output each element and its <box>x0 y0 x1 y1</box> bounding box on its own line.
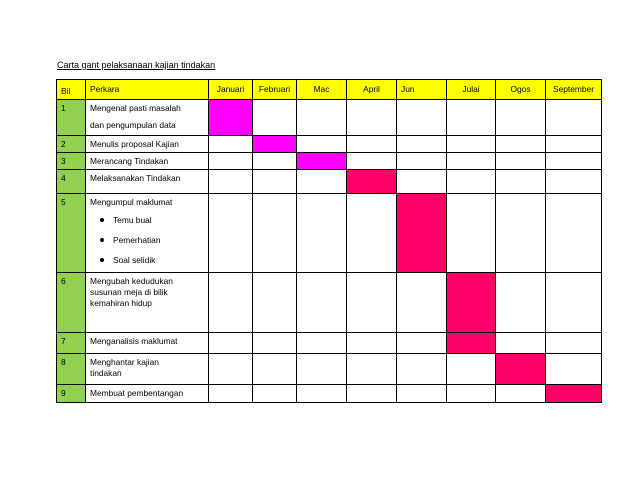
header-month: Ogos <box>496 80 546 100</box>
month-cell <box>253 170 297 194</box>
task-text: tindakan <box>90 368 122 378</box>
month-cell <box>397 273 447 333</box>
header-month: Julai <box>447 80 496 100</box>
task-text: Merancang Tindakan <box>90 156 169 166</box>
month-cell <box>297 354 347 385</box>
gantt-table <box>56 79 602 403</box>
month-cell <box>496 385 546 403</box>
month-cell <box>253 100 297 136</box>
month-cell <box>347 194 397 273</box>
gantt-bar <box>297 153 347 170</box>
month-cell <box>253 153 297 170</box>
header-month: September <box>546 80 602 100</box>
month-cell <box>297 194 347 273</box>
month-cell <box>397 153 447 170</box>
bullet-icon <box>100 218 104 222</box>
task-text: Melaksanakan Tindakan <box>90 173 181 183</box>
month-cell <box>209 170 253 194</box>
gantt-bar <box>209 100 253 136</box>
bullet-text: Soal selidik <box>113 254 156 265</box>
month-cell <box>447 385 496 403</box>
month-cell <box>447 354 496 385</box>
month-cell <box>546 170 602 194</box>
month-cell <box>347 354 397 385</box>
month-cell <box>496 333 546 354</box>
month-cell <box>447 194 496 273</box>
bullet-list <box>90 210 204 270</box>
month-cell <box>297 333 347 354</box>
table-row <box>57 333 602 354</box>
month-cell <box>546 100 602 136</box>
month-cell <box>209 354 253 385</box>
row-number: 9 <box>57 385 86 403</box>
list-item <box>100 210 204 230</box>
month-cell <box>397 170 447 194</box>
month-cell <box>297 100 347 136</box>
month-cell <box>496 153 546 170</box>
task-cell <box>86 153 209 170</box>
header-month: Februari <box>253 80 297 100</box>
row-number: 1 <box>57 100 86 136</box>
task-cell <box>86 100 209 136</box>
month-cell <box>297 170 347 194</box>
month-cell <box>297 385 347 403</box>
table-row <box>57 100 602 136</box>
task-cell <box>86 136 209 153</box>
chart-caption: Carta gant pelaksanaan kajian tindakan <box>57 60 216 70</box>
row-number: 5 <box>57 194 86 273</box>
month-cell <box>447 136 496 153</box>
header-perkara: Perkara <box>86 80 209 100</box>
task-text: Menganalisis maklumat <box>90 336 178 346</box>
month-cell <box>253 333 297 354</box>
month-cell <box>209 333 253 354</box>
gantt-bar <box>347 170 397 194</box>
month-cell <box>347 385 397 403</box>
month-cell <box>447 153 496 170</box>
list-item <box>100 250 204 270</box>
row-number: 6 <box>57 273 86 333</box>
month-cell <box>546 273 602 333</box>
month-cell <box>397 333 447 354</box>
month-cell <box>496 136 546 153</box>
task-cell <box>86 354 209 385</box>
task-text: susunan meja di bilik <box>90 287 168 297</box>
month-cell <box>496 100 546 136</box>
table-row <box>57 385 602 403</box>
header-month: April <box>347 80 397 100</box>
header-month: Jun <box>397 80 447 100</box>
task-text: Mengumpul maklumat <box>90 197 173 207</box>
header-bil: Bil <box>57 80 86 100</box>
task-text: kemahiran hidup <box>90 298 152 308</box>
task-text: dan pengumpulan data <box>90 120 176 130</box>
month-cell <box>347 100 397 136</box>
task-text: Menulis proposal Kajian <box>90 139 179 149</box>
month-cell <box>397 354 447 385</box>
month-cell <box>253 273 297 333</box>
month-cell <box>546 194 602 273</box>
row-number: 8 <box>57 354 86 385</box>
table-row <box>57 273 602 333</box>
gantt-bar <box>496 354 546 385</box>
row-number: 2 <box>57 136 86 153</box>
table-row <box>57 153 602 170</box>
month-cell <box>347 153 397 170</box>
row-number: 4 <box>57 170 86 194</box>
task-cell <box>86 273 209 333</box>
month-cell <box>546 354 602 385</box>
month-cell <box>546 153 602 170</box>
task-cell <box>86 170 209 194</box>
month-cell <box>447 170 496 194</box>
month-cell <box>253 354 297 385</box>
list-item <box>100 230 204 250</box>
header-month: Mac <box>297 80 347 100</box>
task-cell <box>86 333 209 354</box>
row-number: 3 <box>57 153 86 170</box>
month-cell <box>496 194 546 273</box>
month-cell <box>209 385 253 403</box>
header-row <box>57 80 602 100</box>
month-cell <box>397 136 447 153</box>
month-cell <box>253 194 297 273</box>
bullet-icon <box>100 258 104 262</box>
month-cell <box>347 136 397 153</box>
bullet-text: Temu bual <box>113 214 152 225</box>
month-cell <box>297 273 347 333</box>
gantt-bar <box>397 194 447 273</box>
task-text: Mengenal pasti masalah <box>90 103 181 113</box>
header-month: Januari <box>209 80 253 100</box>
month-cell <box>347 333 397 354</box>
month-cell <box>253 385 297 403</box>
month-cell <box>209 194 253 273</box>
month-cell <box>546 333 602 354</box>
month-cell <box>496 273 546 333</box>
month-cell <box>546 136 602 153</box>
task-cell <box>86 194 209 273</box>
bullet-text: Pemerhatian <box>113 234 161 245</box>
month-cell <box>397 100 447 136</box>
month-cell <box>209 136 253 153</box>
month-cell <box>209 273 253 333</box>
table-row <box>57 170 602 194</box>
bullet-icon <box>100 238 104 242</box>
table-row <box>57 194 602 273</box>
row-number: 7 <box>57 333 86 354</box>
gantt-bar <box>447 333 496 354</box>
table-row <box>57 354 602 385</box>
month-cell <box>447 100 496 136</box>
month-cell <box>496 170 546 194</box>
task-text: Menghantar kajian <box>90 357 159 367</box>
month-cell <box>209 153 253 170</box>
gantt-bar <box>253 136 297 153</box>
gantt-bar <box>546 385 602 403</box>
task-text: Membuat pembentangan <box>90 388 184 398</box>
task-text: Mengubah kedudukan <box>90 276 173 286</box>
month-cell <box>397 385 447 403</box>
task-cell <box>86 385 209 403</box>
month-cell <box>297 136 347 153</box>
table-row <box>57 136 602 153</box>
gantt-bar <box>447 273 496 333</box>
month-cell <box>347 273 397 333</box>
